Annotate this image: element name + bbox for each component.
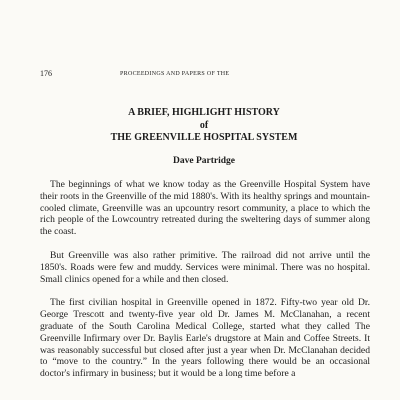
- page-header: [40, 68, 370, 80]
- body-paragraph: The beginnings of what we know today as the Greenville Hospital System have their roots in the Greenville of the mid 1880's. With its healthy springs and mountain-cooled climate, Greenville was an upcountry resort community, a place to which the rich people of the Lowcountry retreated during the sweltering days of summer along the coast.: [40, 179, 370, 238]
- author-name: Dave Partridge: [173, 156, 235, 166]
- body-paragraph: But Greenville was also rather primitive. The railroad did not arrive until the 1850's. Roads were few and muddy. Services were minimal. There was no hospital. Small clinics opened for a while and then closed.: [40, 249, 370, 285]
- article-body: [40, 179, 370, 392]
- article-title: [40, 107, 368, 145]
- body-paragraph: The first civilian hospital in Greenville opened in 1872. Fifty-two year old Dr. George Trescott and twenty-five year old Dr. James M. McClanahan, a recent graduate of the South Carolina Medical College, started what they called The Greenville Infirmary over Dr. Baylis Earle's drugstore at Main and Coffee Streets. It was reasonably successful but closed after just a year when Dr. McClanahan decided to “move to the country.” In the years following there would be an occasional doctor's infirmary in business; but it would be a long time before a: [40, 297, 370, 380]
- title-line: of: [199, 119, 209, 131]
- page-number: 176: [40, 69, 52, 78]
- running-head: PROCEEDINGS AND PAPERS OF THE: [120, 71, 230, 77]
- title-line: THE GREENVILLE HOSPITAL SYSTEM: [110, 132, 298, 143]
- title-line: A BRIEF, HIGHLIGHT HISTORY: [128, 107, 280, 118]
